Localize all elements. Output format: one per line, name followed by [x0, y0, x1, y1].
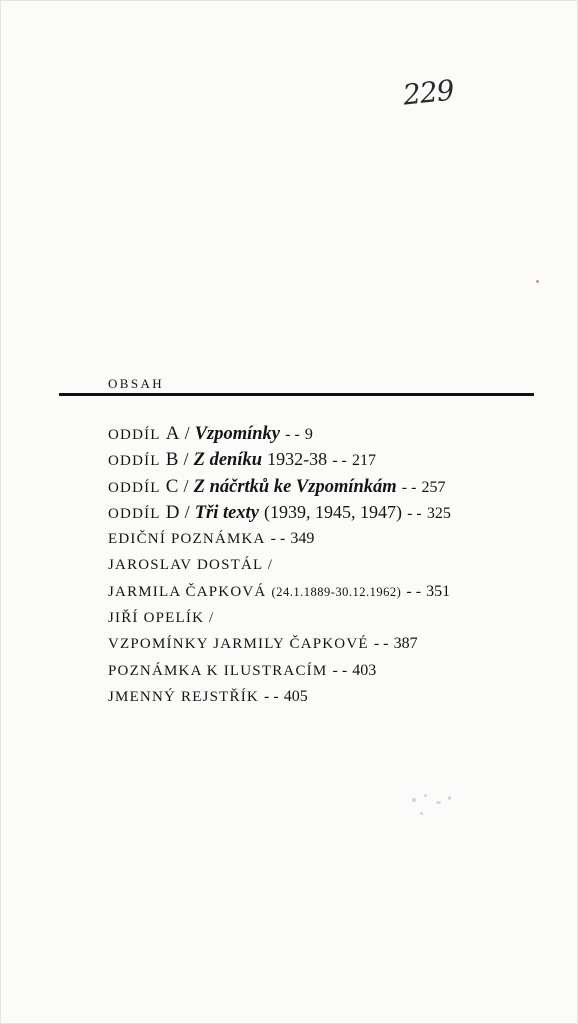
- toc-years: 1932-38: [267, 449, 328, 470]
- toc-label: POZNÁMKA K ILUSTRACÍM: [108, 662, 328, 679]
- toc-entry-poznamka-ilustrace[interactable]: [108, 657, 451, 683]
- toc-entry-jmenny-rejstrik[interactable]: [108, 683, 451, 709]
- toc-separator: - -: [407, 504, 422, 522]
- toc-separator: - -: [270, 530, 286, 548]
- toc-title: Z náčrtků ke Vzpomínkám: [193, 476, 397, 497]
- toc-entry-oddil-a[interactable]: [108, 420, 451, 446]
- toc-slash: /: [184, 423, 190, 443]
- toc-entry-author-opelik: [108, 604, 451, 630]
- handwritten-page-mark: 229: [401, 73, 456, 112]
- toc-slash: /: [183, 475, 189, 496]
- toc-entry-vzpominky-jarmily[interactable]: [108, 630, 451, 656]
- toc-separator: - -: [332, 661, 348, 679]
- toc-label: ODDÍL: [108, 453, 161, 470]
- toc-page-number: 387: [393, 635, 418, 653]
- paper-speck: [412, 798, 416, 802]
- toc-title: Vzpomínky: [194, 424, 281, 444]
- toc-label: JARMILA ČAPKOVÁ: [108, 583, 267, 600]
- toc-label: ODDÍL: [108, 479, 161, 496]
- paper-speck: [420, 812, 423, 815]
- toc-separator: - -: [401, 478, 417, 496]
- toc-section-letter: D: [165, 501, 180, 523]
- toc-entry-edicni-poznamka[interactable]: [108, 525, 451, 551]
- toc-page-number: 403: [352, 661, 377, 679]
- heading-rule: [59, 393, 534, 396]
- toc-slash: /: [184, 501, 190, 522]
- contents-heading: OBSAH: [108, 376, 165, 391]
- toc-separator: - -: [332, 452, 347, 470]
- toc-page-number: 349: [290, 530, 315, 548]
- toc-page-number: 217: [351, 452, 376, 470]
- toc-page-number: 257: [421, 478, 446, 496]
- toc-separator: - -: [285, 426, 300, 443]
- table-of-contents: [108, 420, 451, 709]
- toc-years: (1939, 1945, 1947): [264, 501, 402, 522]
- toc-section-letter: C: [165, 475, 179, 497]
- toc-title: Tři texty: [194, 502, 259, 523]
- toc-dates: (24.1.1889-30.12.1962): [271, 584, 402, 599]
- toc-separator: - -: [373, 635, 389, 653]
- toc-author: JAROSLAV DOSTÁL /: [108, 557, 274, 574]
- toc-label: EDIČNÍ POZNÁMKA: [108, 531, 266, 548]
- toc-label: ODDÍL: [108, 505, 161, 522]
- toc-page-number: 405: [283, 687, 308, 705]
- toc-label: ODDÍL: [108, 427, 161, 443]
- toc-entry-oddil-c[interactable]: [108, 473, 451, 499]
- paper-speck: [436, 801, 441, 804]
- toc-label: VZPOMÍNKY JARMILY ČAPKOVÉ: [108, 636, 369, 653]
- toc-label: JMENNÝ REJSTŘÍK: [108, 688, 259, 705]
- toc-title: Z deníku: [193, 450, 262, 471]
- toc-page-number: 351: [426, 582, 451, 600]
- toc-entry-jarmila-capkova[interactable]: [108, 578, 451, 604]
- toc-page-number: 325: [426, 504, 451, 522]
- toc-slash: /: [183, 449, 189, 470]
- paper-speck: [424, 794, 427, 797]
- toc-author: JIŘÍ OPELÍK /: [108, 610, 215, 627]
- paper-speck: [536, 280, 539, 283]
- toc-separator: - -: [406, 582, 422, 600]
- toc-entry-oddil-b[interactable]: [108, 446, 451, 472]
- paper-speck: [448, 796, 451, 800]
- toc-section-letter: A: [165, 423, 180, 444]
- toc-separator: - -: [264, 687, 279, 705]
- toc-entry-oddil-d[interactable]: [108, 499, 451, 525]
- toc-page-number: 9: [304, 426, 313, 443]
- toc-entry-author-dostal: [108, 551, 451, 577]
- toc-section-letter: B: [165, 449, 179, 471]
